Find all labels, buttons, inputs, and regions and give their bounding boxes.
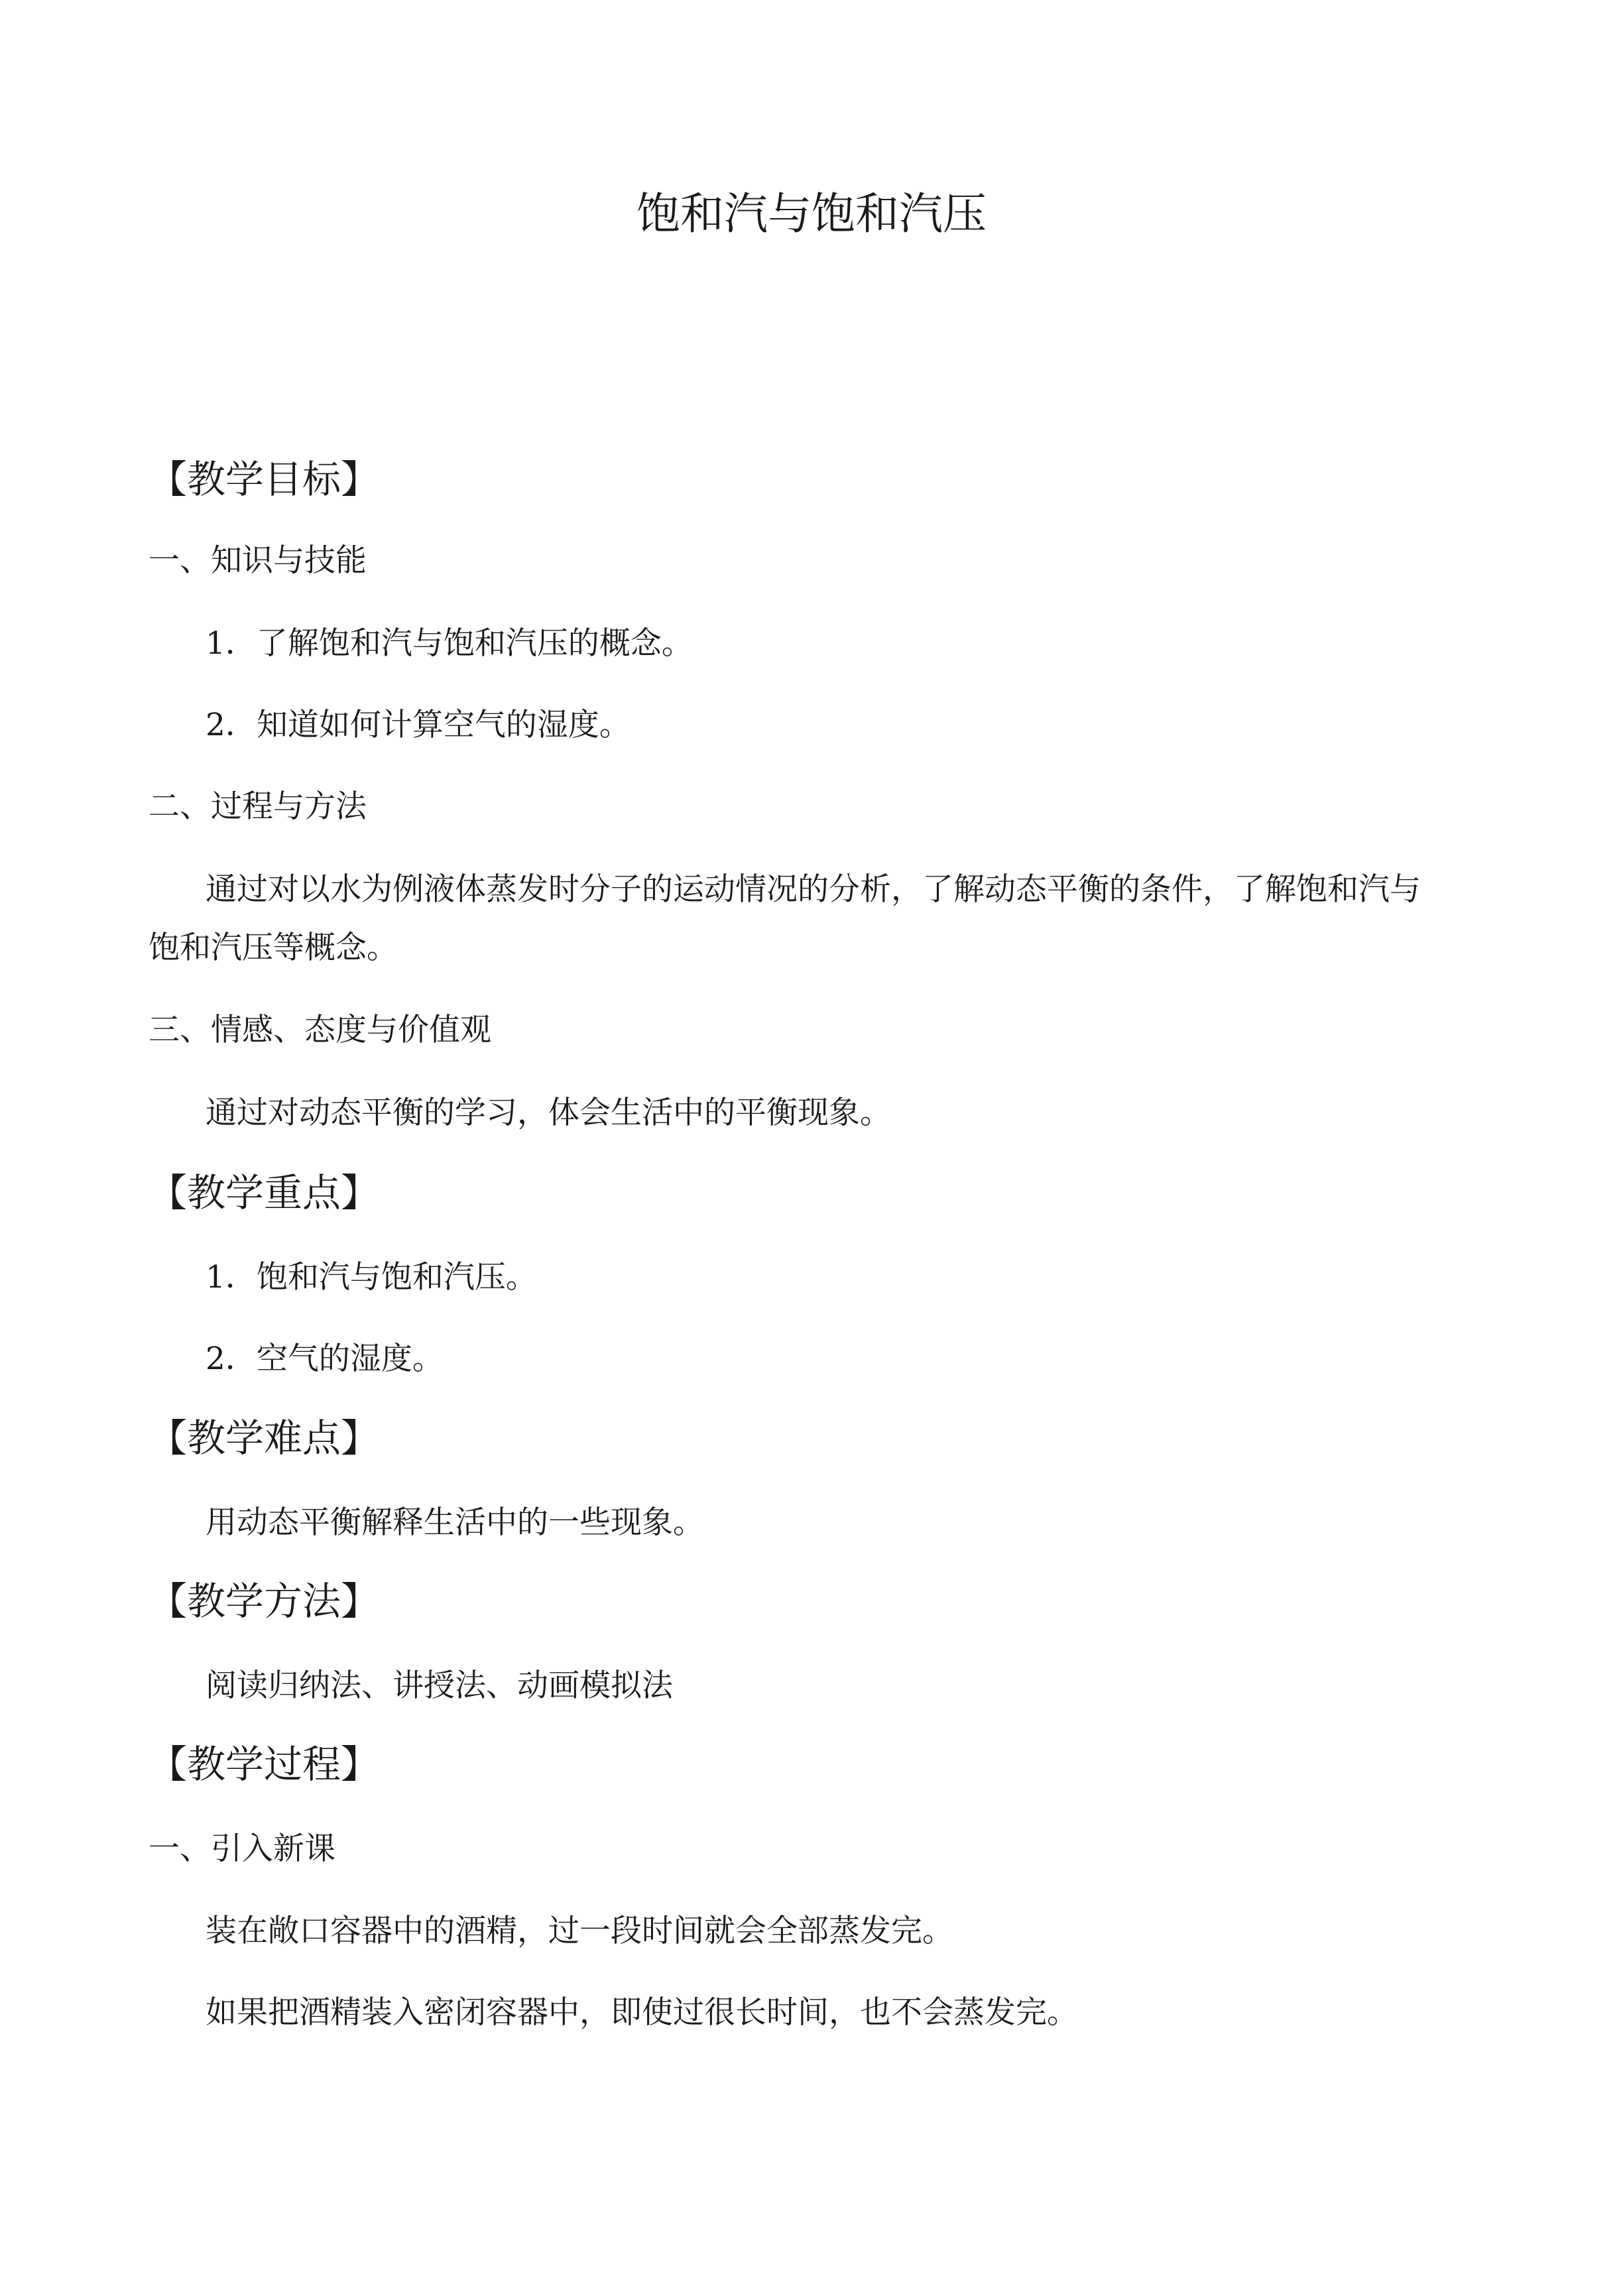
section-heading-key-points: 【教学重点】 bbox=[149, 1170, 380, 1215]
section-heading-methods: 【教学方法】 bbox=[149, 1579, 380, 1624]
paragraph-line: 阅读归纳法、讲授法、动画模拟法 bbox=[206, 1667, 673, 1704]
page-title: 饱和汽与饱和汽压 bbox=[636, 188, 987, 239]
paragraph-line: 通过对动态平衡的学习，体会生活中的平衡现象。 bbox=[206, 1095, 891, 1131]
paragraph-line: 通过对以水为例液体蒸发时分子的运动情况的分析，了解动态平衡的条件，了解饱和汽与 bbox=[206, 871, 1421, 908]
section-heading-objectives: 【教学目标】 bbox=[149, 457, 380, 502]
list-item: 1．了解饱和汽与饱和汽压的概念。 bbox=[206, 625, 693, 662]
list-item: 2．空气的湿度。 bbox=[206, 1341, 444, 1377]
section-heading-difficulties: 【教学难点】 bbox=[149, 1416, 380, 1461]
subheading-process-methods: 二、过程与方法 bbox=[149, 788, 367, 825]
paragraph-line: 用动态平衡解释生活中的一些现象。 bbox=[206, 1504, 704, 1541]
subheading-introduction: 一、引入新课 bbox=[149, 1831, 335, 1867]
list-item: 1．饱和汽与饱和汽压。 bbox=[206, 1259, 537, 1296]
section-heading-process: 【教学过程】 bbox=[149, 1742, 380, 1787]
subheading-emotion-values: 三、情感、态度与价值观 bbox=[149, 1012, 491, 1048]
paragraph-line: 饱和汽压等概念。 bbox=[149, 930, 398, 966]
subheading-knowledge-skills: 一、知识与技能 bbox=[149, 542, 367, 579]
paragraph-line: 如果把酒精装入密闭容器中，即使过很长时间，也不会蒸发完。 bbox=[206, 1994, 1078, 2031]
list-item: 2．知道如何计算空气的湿度。 bbox=[206, 707, 631, 743]
paragraph-line: 装在敞口容器中的酒精，过一段时间就会全部蒸发完。 bbox=[206, 1913, 953, 1949]
